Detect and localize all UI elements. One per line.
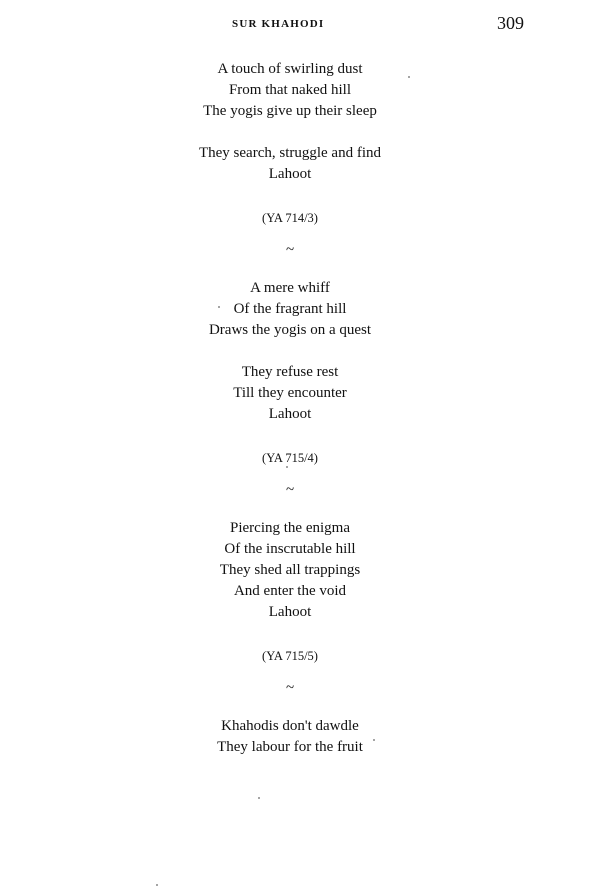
- verse-line: And enter the void: [233, 583, 347, 599]
- stanza: [80, 362, 500, 425]
- verse-line: The yogis give up their sleep: [203, 103, 377, 119]
- page-number: 309: [497, 13, 524, 33]
- section-separator: ~: [285, 242, 295, 258]
- verse-line: Draws the yogis on a quest: [208, 322, 372, 338]
- stanza: [80, 716, 500, 758]
- verse-line: Of the fragrant hill: [233, 301, 347, 317]
- section-separator: ~: [285, 680, 295, 696]
- poem-section: [80, 716, 500, 758]
- running-head: SUR KHAHODI: [232, 18, 325, 30]
- scan-speck: [408, 76, 410, 78]
- verse-line: Khahodis don't dawdle: [221, 718, 359, 734]
- scan-speck: [258, 797, 260, 799]
- verse-line: Of the inscrutable hill: [224, 541, 356, 557]
- stanza: [80, 518, 500, 623]
- verse-line: A mere whiff: [250, 280, 330, 296]
- verse-reference: (YA 715/5): [262, 649, 318, 663]
- scan-speck: [218, 306, 220, 308]
- poem-body: [80, 59, 500, 758]
- poem-section: [80, 278, 500, 498]
- scan-speck: [156, 884, 158, 886]
- stanza: [80, 59, 500, 122]
- verse-reference: (YA 714/3): [262, 211, 318, 225]
- scan-speck: [373, 739, 375, 741]
- verse-line: Piercing the enigma: [230, 520, 350, 536]
- verse-line: They refuse rest: [241, 364, 339, 380]
- verse-line: From that naked hill: [228, 82, 352, 98]
- stanza: [80, 143, 500, 185]
- verse-line: A touch of swirling dust: [217, 61, 363, 77]
- verse-line: They search, struggle and find: [198, 145, 382, 161]
- section-separator: ~: [285, 482, 295, 498]
- stanza: [80, 278, 500, 341]
- verse-line: Lahoot: [268, 604, 312, 620]
- poem-section: [80, 59, 500, 258]
- verse-line: Till they encounter: [233, 385, 347, 401]
- verse-line: Lahoot: [268, 166, 312, 182]
- verse-line: They shed all trappings: [219, 562, 361, 578]
- scan-speck: [286, 466, 288, 468]
- verse-line: They labour for the fruit: [217, 739, 363, 755]
- verse-line: Lahoot: [268, 406, 312, 422]
- verse-reference: (YA 715/4): [262, 451, 318, 465]
- poem-section: [80, 518, 500, 696]
